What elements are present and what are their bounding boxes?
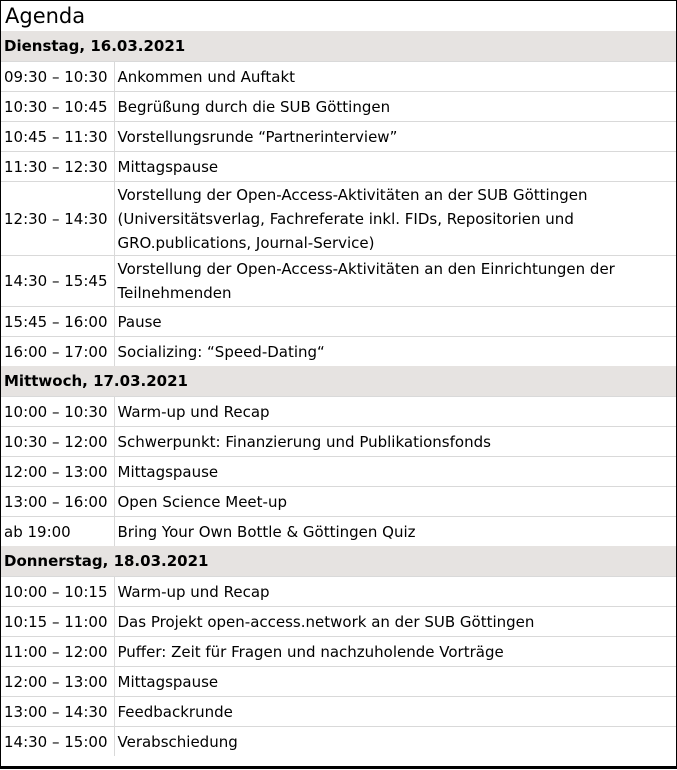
agenda-item: Bring Your Own Bottle & Göttingen Quiz <box>114 517 676 547</box>
agenda-time: 15:45 – 16:00 <box>1 307 114 337</box>
agenda-time: 11:00 – 12:00 <box>1 637 114 667</box>
agenda-time: 14:30 – 15:00 <box>1 727 114 757</box>
agenda-row <box>1 337 676 367</box>
agenda-time: 10:30 – 12:00 <box>1 427 114 457</box>
day-heading: Dienstag, 16.03.2021 <box>1 31 676 62</box>
agenda-item: Open Science Meet-up <box>114 487 676 517</box>
agenda-item: Puffer: Zeit für Fragen und nachzuholende Vorträge <box>114 637 676 667</box>
agenda-row <box>1 122 676 152</box>
agenda-item: Vorstellung der Open-Access-Aktivitäten an der SUB Göttingen (Universitätsverlag, Fachreferate inkl. FIDs, Repositorien und GRO.publications, Journal-Service) <box>114 182 676 256</box>
agenda-row <box>1 256 676 307</box>
agenda-row <box>1 152 676 182</box>
agenda-item: Warm-up und Recap <box>114 397 676 427</box>
page-title: Agenda <box>5 4 86 28</box>
agenda-item: Schwerpunkt: Finanzierung und Publikationsfonds <box>114 427 676 457</box>
agenda-time: 12:30 – 14:30 <box>1 182 114 256</box>
bottom-rule <box>0 766 677 769</box>
agenda-time: 10:00 – 10:30 <box>1 397 114 427</box>
agenda-item: Warm-up und Recap <box>114 577 676 607</box>
day-heading: Donnerstag, 18.03.2021 <box>1 546 676 577</box>
agenda-item: Vorstellungsrunde “Partnerinterview” <box>114 122 676 152</box>
agenda-time: 13:00 – 14:30 <box>1 697 114 727</box>
agenda-row <box>1 487 676 517</box>
agenda-item: Begrüßung durch die SUB Göttingen <box>114 92 676 122</box>
agenda-item: Feedbackrunde <box>114 697 676 727</box>
agenda-item: Pause <box>114 307 676 337</box>
day-header-row <box>1 31 676 62</box>
agenda-item: Mittagspause <box>114 667 676 697</box>
agenda-row <box>1 92 676 122</box>
agenda-row <box>1 307 676 337</box>
agenda-item: Socializing: “Speed-Dating“ <box>114 337 676 367</box>
agenda-time: 13:00 – 16:00 <box>1 487 114 517</box>
agenda-time: 12:00 – 13:00 <box>1 667 114 697</box>
agenda-item: Das Projekt open-access.network an der SUB Göttingen <box>114 607 676 637</box>
agenda-time: 16:00 – 17:00 <box>1 337 114 367</box>
agenda-time: 10:15 – 11:00 <box>1 607 114 637</box>
agenda-table <box>1 1 676 756</box>
agenda-row <box>1 577 676 607</box>
agenda-row <box>1 637 676 667</box>
agenda-item: Mittagspause <box>114 457 676 487</box>
title-empty-cell <box>114 1 676 31</box>
agenda-row <box>1 697 676 727</box>
agenda-time: ab 19:00 <box>1 517 114 547</box>
agenda-item: Vorstellung der Open-Access-Aktivitäten an den Einrichtungen der Teilnehmenden <box>114 256 676 307</box>
agenda-time: 11:30 – 12:30 <box>1 152 114 182</box>
agenda-time: 14:30 – 15:45 <box>1 256 114 307</box>
agenda-item: Mittagspause <box>114 152 676 182</box>
day-header-row <box>1 546 676 577</box>
agenda-row <box>1 457 676 487</box>
agenda-row <box>1 62 676 92</box>
agenda-item: Ankommen und Auftakt <box>114 62 676 92</box>
day-heading: Mittwoch, 17.03.2021 <box>1 366 676 397</box>
agenda-time: 10:00 – 10:15 <box>1 577 114 607</box>
agenda-row <box>1 727 676 757</box>
agenda-row <box>1 607 676 637</box>
agenda-time: 09:30 – 10:30 <box>1 62 114 92</box>
agenda-row <box>1 667 676 697</box>
agenda-row <box>1 182 676 256</box>
agenda-row <box>1 427 676 457</box>
agenda-row <box>1 517 676 547</box>
agenda-time: 10:30 – 10:45 <box>1 92 114 122</box>
day-header-row <box>1 366 676 397</box>
agenda-time: 10:45 – 11:30 <box>1 122 114 152</box>
agenda-time: 12:00 – 13:00 <box>1 457 114 487</box>
agenda-item: Verabschiedung <box>114 727 676 757</box>
title-row <box>1 1 676 31</box>
agenda-row <box>1 397 676 427</box>
